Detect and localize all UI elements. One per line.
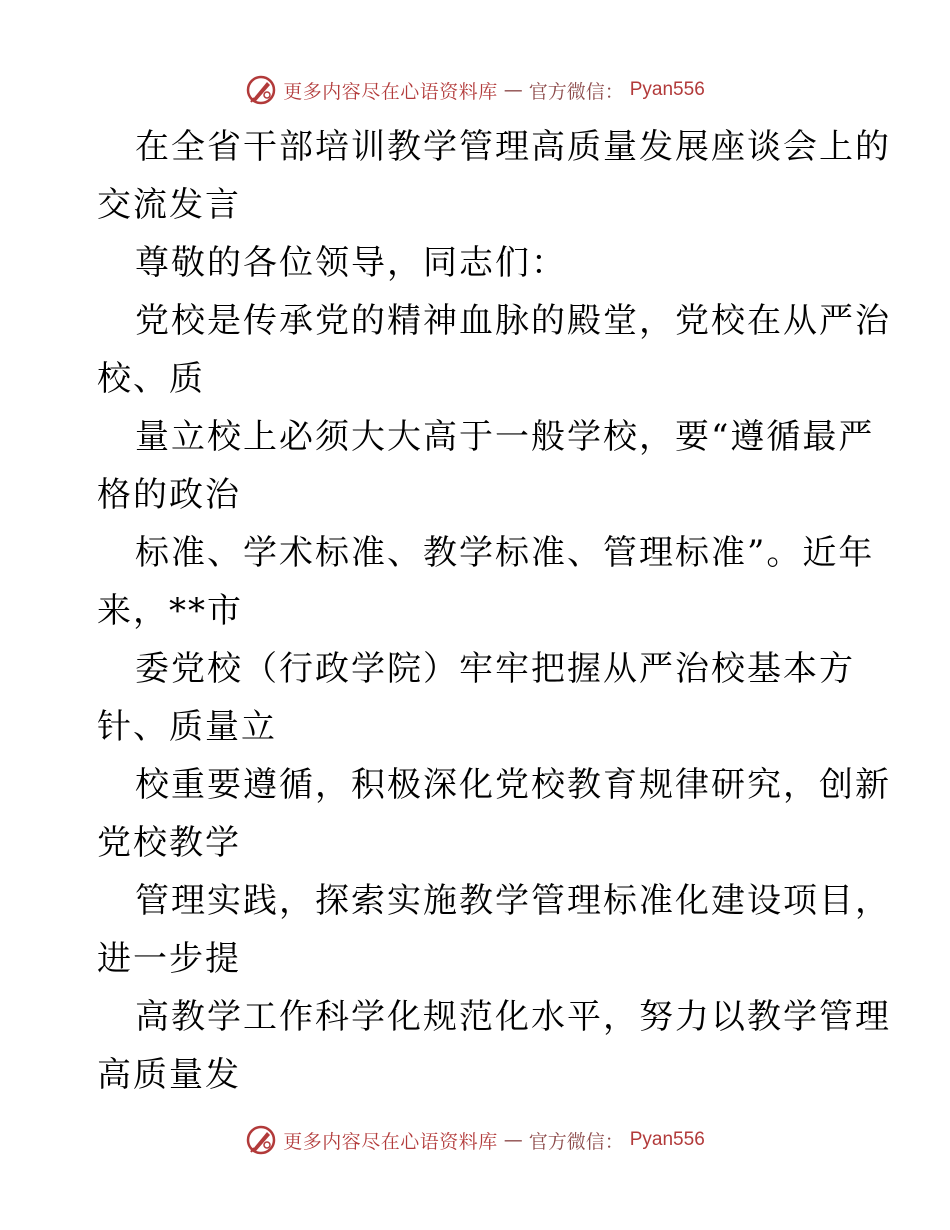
watermark-text: 更多内容尽在心语资料库 <box>283 1130 498 1153</box>
document-line: 管理实践，探索实施教学管理标准化建设项目， <box>135 881 891 921</box>
document-line: 格的政治 <box>97 475 241 515</box>
watermark-separator: — <box>503 1129 523 1151</box>
document-line: 在全省干部培训教学管理高质量发展座谈会上的 <box>135 127 891 167</box>
document-line: 党校是传承党的精神血脉的殿堂，党校在从严治 <box>135 301 891 341</box>
document-line: 校、质 <box>97 359 205 399</box>
watermark-contact-label: 官方微信： <box>528 80 624 103</box>
document-body <box>97 118 891 1104</box>
document-line: 进一步提 <box>97 939 241 979</box>
document-line: 尊敬的各位领导，同志们： <box>135 243 567 283</box>
document-line: 交流发言 <box>97 185 241 225</box>
document-line: 来，**市 <box>97 591 243 631</box>
watermark-text: 更多内容尽在心语资料库 <box>283 80 498 103</box>
document-line: 量立校上必须大大高于一般学校，要“遵循最严 <box>135 417 875 457</box>
watermark-header <box>0 72 950 108</box>
watermark-contact-id: Pyan556 <box>629 1129 705 1150</box>
watermark-footer <box>0 1122 950 1158</box>
document-line: 委党校（行政学院）牢牢把握从严治校基本方 <box>135 649 855 689</box>
watermark-contact-id: Pyan556 <box>629 79 705 100</box>
document-line: 校重要遵循，积极深化党校教育规律研究，创新 <box>135 765 891 805</box>
watermark-contact-label: 官方微信： <box>528 1130 624 1153</box>
quill-pen-circle-icon <box>245 74 277 106</box>
document-line: 标准、学术标准、教学标准、管理标准”。近年 <box>135 533 875 573</box>
quill-pen-circle-icon <box>245 1124 277 1156</box>
document-line: 党校教学 <box>97 823 241 863</box>
document-line: 针、质量立 <box>97 707 277 747</box>
document-line: 高教学工作科学化规范化水平，努力以教学管理 <box>135 997 891 1037</box>
document-line: 高质量发 <box>97 1055 241 1095</box>
watermark-separator: — <box>503 79 523 101</box>
